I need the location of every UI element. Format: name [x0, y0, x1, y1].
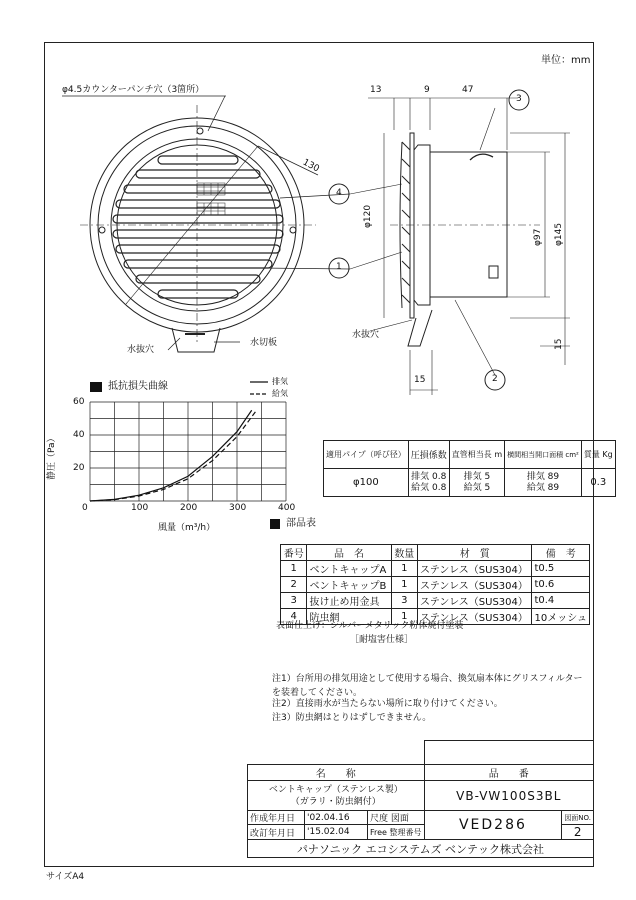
sheet-label: 図面NO. [562, 811, 594, 825]
perf-area-intake: 給気 89 [526, 482, 560, 493]
perf-header-coef: 圧損係数 [408, 441, 449, 469]
dim-15-bottom: 15 [414, 375, 426, 385]
balloon-2: 2 [492, 374, 498, 384]
legend-intake: 給気 [272, 389, 288, 398]
sheet-number: 2 [562, 825, 594, 840]
note-1: 注1）台所用の排気用途として使用する場合、換気扇本体にグリスフィルターを装着してください。 [272, 674, 583, 698]
parts-cell: ステンレス（SUS304） [418, 593, 532, 609]
x-tick-300: 300 [229, 503, 247, 513]
balloon-4: 4 [336, 188, 342, 198]
parts-header-qty: 数量 [391, 545, 417, 561]
dim-9: 9 [424, 85, 430, 95]
perf-length-exhaust: 排気 5 [463, 471, 491, 482]
unit-label: 単位：mm [541, 55, 591, 66]
name-header: 名 称 [248, 765, 425, 781]
parts-row [281, 577, 590, 593]
perf-length-intake: 給気 5 [463, 482, 491, 493]
dim-145: φ145 [554, 222, 564, 246]
number-header: 品 番 [424, 765, 593, 781]
parts-cell: 1 [391, 561, 417, 577]
drain-hole-label-side: 水抜穴 [352, 330, 380, 340]
parts-header-no: 番号 [281, 545, 307, 561]
parts-cell: 1 [391, 577, 417, 593]
parts-cell: t0.6 [532, 577, 590, 593]
parts-marker-square [270, 519, 280, 529]
parts-cell: 1 [281, 561, 307, 577]
note-3: 注3）防虫網はとりはずしできません。 [272, 713, 432, 723]
balloon-1: 1 [336, 262, 342, 272]
parts-cell: 抜け止め用金具 [307, 593, 391, 609]
product-number: VB-VW100S3BL [424, 781, 593, 811]
x-tick-100: 100 [131, 503, 149, 513]
drawing-label: 図面 [390, 814, 409, 824]
control-label: 整理番号 [389, 827, 422, 837]
dim-15-right: 15 [554, 338, 564, 350]
perf-header-length: 直管相当長 m [449, 441, 504, 469]
perf-mass: 0.3 [581, 469, 615, 497]
y-tick-60: 60 [73, 397, 85, 407]
resistance-chart [90, 382, 286, 501]
size-label: サイズA4 [46, 872, 85, 882]
parts-cell: ベントキャップB [307, 577, 391, 593]
hole-note: φ4.5カウンターパンチ穴（3箇所） [62, 85, 205, 95]
dim-120: φ120 [363, 204, 373, 228]
perf-coef-intake: 給気 0.8 [411, 482, 447, 493]
parts-cell: 10メッシュ [532, 609, 590, 625]
chart-title: 抵抗損失曲線 [108, 381, 168, 392]
parts-cell: ステンレス（SUS304） [418, 609, 532, 625]
chart-marker-square [90, 382, 102, 392]
parts-cell: 3 [391, 593, 417, 609]
parts-cell: 3 [281, 593, 307, 609]
dim-13: 13 [370, 85, 382, 95]
parts-cell: ステンレス（SUS304） [418, 561, 532, 577]
parts-title: 部品表 [286, 518, 316, 529]
parts-header-material: 材 質 [418, 545, 532, 561]
parts-cell: t0.5 [532, 561, 590, 577]
product-name: ベントキャップ（ステンレス製） [268, 784, 403, 795]
perf-header-area: 横間相当開口面積 cm² [505, 441, 582, 469]
company-name: パナソニック エコシステムズ ベンテック株式会社 [248, 840, 594, 858]
legend-exhaust: 排気 [272, 377, 288, 386]
created-label: 作成年月日 [248, 811, 305, 825]
x-tick-0: 0 [82, 503, 88, 513]
note-2: 注2）直接雨水が当たらない場所に取り付けてください。 [272, 699, 503, 709]
front-view-drawing [62, 96, 350, 352]
parts-cell: 1 [391, 609, 417, 625]
revised-date: '15.02.04 [305, 825, 368, 840]
perf-header-pipe: 適用パイプ（呼び径） [324, 441, 409, 469]
parts-cell: ステンレス（SUS304） [418, 577, 532, 593]
scale-label: 尺度 [370, 814, 389, 824]
water-cut-label: 水切板 [250, 338, 278, 348]
parts-row [281, 561, 590, 577]
x-tick-400: 400 [278, 503, 296, 513]
balloon-3: 3 [516, 94, 522, 104]
perf-pipe: φ100 [324, 469, 409, 497]
perf-header-mass: 質量 Kg [581, 441, 615, 469]
chart-ylabel: 静圧（Pa） [47, 433, 57, 480]
parts-cell: 2 [281, 577, 307, 593]
parts-header-remark: 備 考 [532, 545, 590, 561]
x-tick-200: 200 [180, 503, 198, 513]
perf-area-exhaust: 排気 89 [526, 471, 560, 482]
chart-xlabel: 風量（m³/h） [158, 523, 216, 533]
created-date: '02.04.16 [305, 811, 368, 825]
product-sub: （ガラリ・防虫網付） [290, 796, 381, 807]
scale-value: Free [370, 827, 387, 837]
perf-coef-exhaust: 排気 0.8 [411, 471, 447, 482]
chart-series-line-intake [90, 410, 257, 501]
revised-label: 改訂年月日 [248, 825, 305, 840]
finish-spec: ［耐塩害仕様］ [350, 635, 414, 645]
parts-cell: ベントキャップA [307, 561, 391, 577]
y-tick-40: 40 [73, 430, 85, 440]
parts-row [281, 593, 590, 609]
title-block [247, 740, 594, 858]
finish-note: 表面仕上げ：シルバーメタリック粉体焼付塗装 [276, 621, 464, 631]
parts-cell: 4 [281, 609, 307, 625]
parts-header-name: 品 名 [307, 545, 391, 561]
dim-97: φ97 [533, 228, 543, 246]
y-tick-20: 20 [73, 463, 85, 473]
parts-table [280, 544, 590, 625]
drawing-number: VED286 [424, 811, 562, 840]
performance-table [323, 440, 616, 497]
dim-130: 130 [300, 157, 321, 175]
parts-cell: 防虫網 [307, 609, 391, 625]
parts-cell: t0.4 [532, 593, 590, 609]
dim-47: 47 [462, 85, 474, 95]
drain-hole-label-front: 水抜穴 [127, 345, 155, 355]
